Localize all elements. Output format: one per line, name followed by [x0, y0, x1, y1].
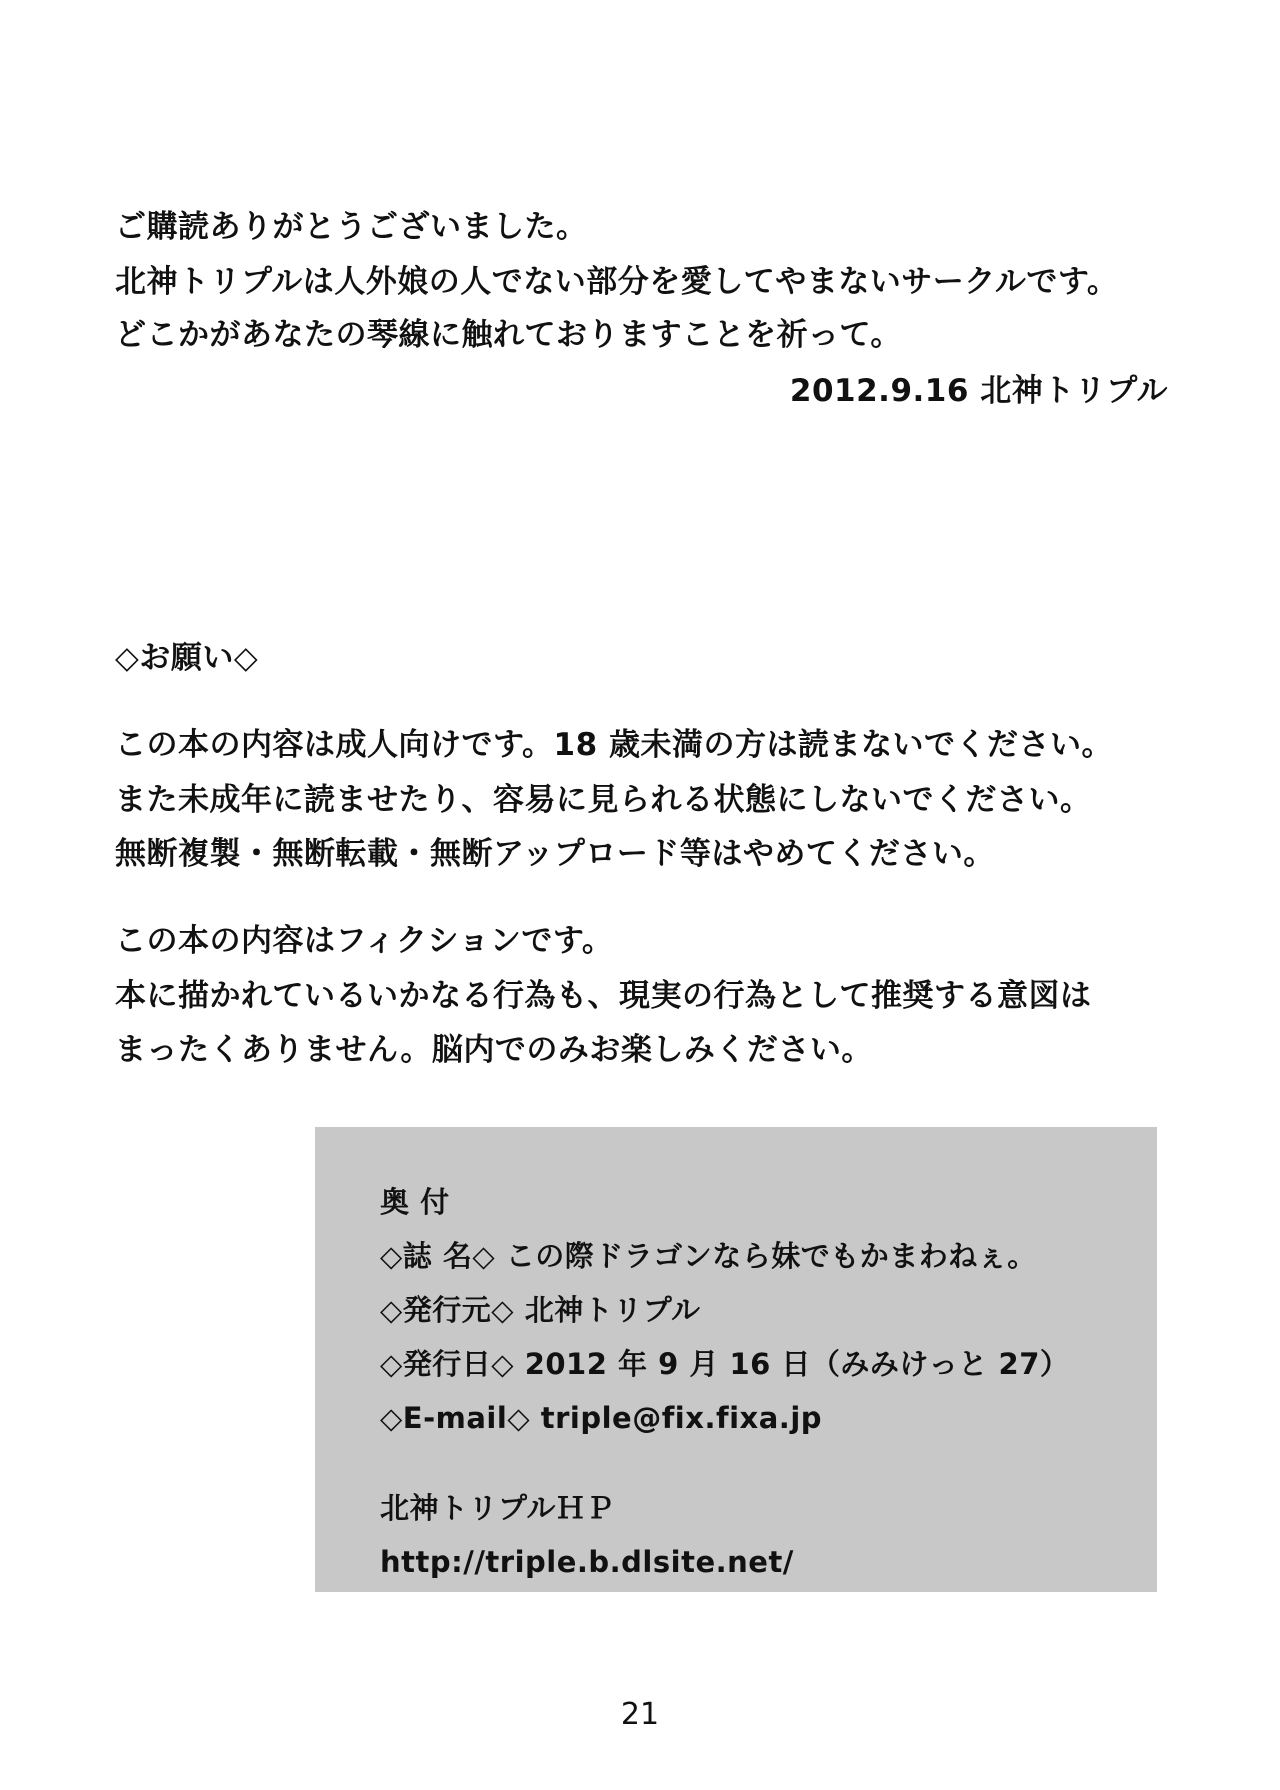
request-heading: ◇お願い◇ — [115, 640, 259, 676]
colophon-magazine-name: ◇誌 名◇ この際ドラゴンなら妹でもかまわねぇ。 — [380, 1239, 1037, 1273]
request-p2-line-3: まったくありません。脳内でのみお楽しみください。 — [115, 1032, 873, 1068]
greeting-line-3: どこかがあなたの琴線に触れておりますことを祈って。 — [115, 317, 902, 353]
colophon-publish-date: ◇発行日◇ 2012 年 9 月 16 日（みみけっと 27） — [380, 1347, 1070, 1381]
greeting-line-1: ご購読ありがとうございました。 — [115, 209, 588, 245]
request-p2-line-1: この本の内容はフィクションです。 — [115, 923, 614, 959]
request-p2-line-2: 本に描かれているいかなる行為も、現実の行為として推奨する意図は — [115, 978, 1092, 1014]
page-number: 21 — [620, 1697, 660, 1732]
colophon-title: 奥 付 — [380, 1185, 450, 1219]
signature: 2012.9.16 北神トリプル — [789, 373, 1168, 409]
request-p1-line-3: 無断複製・無断転載・無断アップロード等はやめてください。 — [115, 836, 995, 872]
colophon-homepage-label: 北神トリプルＨＰ — [380, 1491, 615, 1525]
request-p1-line-1: この本の内容は成人向けです。18 歳未満の方は読まないでください。 — [115, 727, 1113, 763]
greeting-line-2: 北神トリプルは人外娘の人でない部分を愛してやまないサークルです。 — [115, 264, 1119, 300]
colophon-box — [315, 1127, 1157, 1592]
colophon-publisher: ◇発行元◇ 北神トリプル — [380, 1293, 701, 1327]
request-p1-line-2: また未成年に読ませたり、容易に見られる状態にしないでください。 — [115, 782, 1092, 818]
colophon-homepage-url: http://triple.b.dlsite.net/ — [380, 1545, 794, 1579]
colophon-email: ◇E-mail◇ triple@fix.fixa.jp — [380, 1401, 823, 1435]
